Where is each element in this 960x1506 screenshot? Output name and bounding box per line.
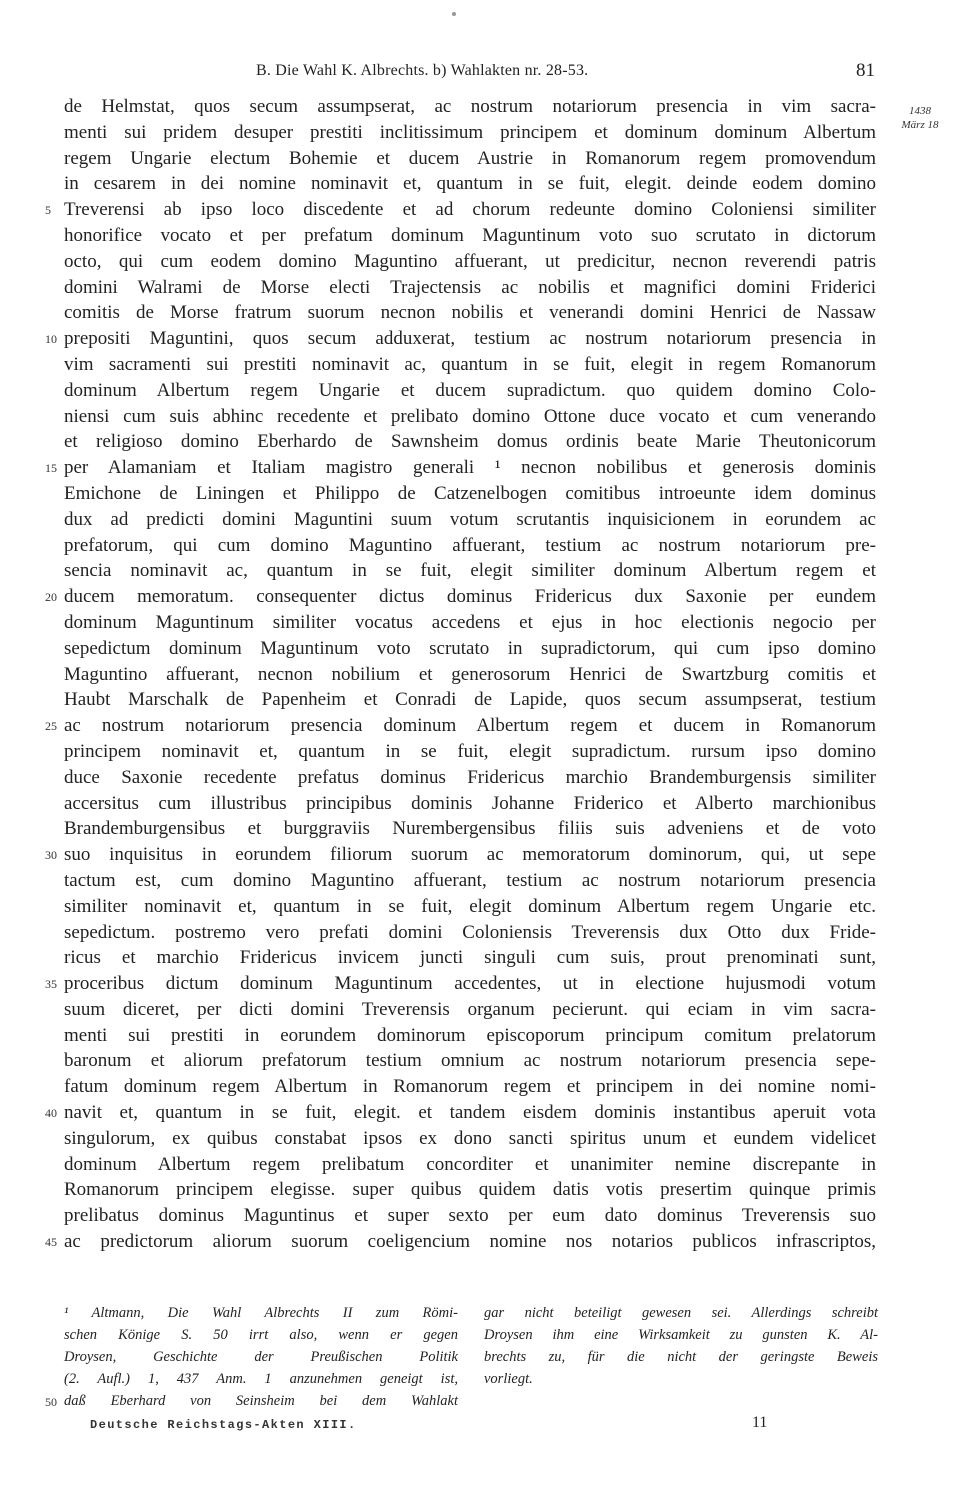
line-number: 45 xyxy=(45,1235,57,1250)
text-line xyxy=(64,481,876,507)
text-line xyxy=(45,971,876,997)
text-line xyxy=(45,1229,876,1255)
text-line xyxy=(64,791,876,817)
line-text: honorifice vocato et per prefatum dominum Maguntinum voto suo scrutato in dictorum xyxy=(64,224,876,246)
line-text: ducem memoratum. consequenter dictus dominus Fridericus dux Saxonie per eundem xyxy=(64,586,876,608)
line-number: 30 xyxy=(45,848,57,863)
line-text: suo inquisitus in eorundem filiorum suorum ac memoratorum dominorum, qui, ut sepe xyxy=(64,844,876,866)
line-text: domini Walrami de Morse electi Trajectensis ac nobilis et magnifici domini Friderici xyxy=(64,276,876,298)
line-text: per Alamaniam et Italiam magistro generali ¹ necnon nobilibus et generosis dominis xyxy=(64,457,876,479)
line-text: prepositi Maguntini, quos secum adduxerat, testium ac nostrum notariorum presencia in xyxy=(64,328,876,350)
footnote-text: (2. Aufl.) 1, 437 Anm. 1 anzunehmen geneigt ist, xyxy=(64,1371,458,1387)
text-line xyxy=(64,533,876,559)
main-text xyxy=(45,94,876,1255)
line-text: vim sacramenti sui prestiti nominavit ac, quantum in se fuit, elegit in regem Romanorum xyxy=(64,353,876,375)
text-line xyxy=(45,842,876,868)
footnote-line xyxy=(484,1302,878,1324)
text-line xyxy=(64,662,876,688)
text-line xyxy=(64,1177,876,1203)
text-line xyxy=(64,1048,876,1074)
text-line xyxy=(64,610,876,636)
text-line xyxy=(64,146,876,172)
line-text: ac predictorum aliorum suorum coeligencium nomine nos notarios publicos infrascriptos, xyxy=(64,1231,876,1253)
line-text: dominum Albertum regem Ungarie et ducem supradictum. quo quidem domino Colo- xyxy=(64,379,876,401)
text-line xyxy=(64,1023,876,1049)
line-text: Romanorum principem elegisse. super quibus quidem datis votis presertim quinque primis xyxy=(64,1179,876,1201)
text-line xyxy=(64,687,876,713)
line-number: 10 xyxy=(45,332,57,347)
line-text: navit et, quantum in se fuit, elegit. et tandem eisdem dominis instantibus aperuit vota xyxy=(64,1102,876,1124)
line-number: 15 xyxy=(45,461,57,476)
line-text: in cesarem in dei nomine nominavit et, quantum in se fuit, elegit. deinde eodem domino xyxy=(64,173,876,195)
text-line xyxy=(64,868,876,894)
footnote-text: schen Könige S. 50 irrt also, wenn er gegen xyxy=(64,1327,458,1343)
text-line xyxy=(64,997,876,1023)
text-line xyxy=(64,171,876,197)
line-text: et religioso domino Eberhardo de Sawnsheim domus ordinis beate Marie Theutonicorum xyxy=(64,431,876,453)
text-line xyxy=(64,404,876,430)
line-text: ricus et marchio Fridericus invicem juncti singuli cum suis, prout prenominati sunt, xyxy=(64,947,876,969)
line-text: niensi cum suis abhinc recedente et prelibato domino Ottone duce vocato et cum venerando xyxy=(64,405,876,427)
page-number: 81 xyxy=(856,60,875,81)
text-line xyxy=(64,1152,876,1178)
line-number: 20 xyxy=(45,590,57,605)
text-line xyxy=(64,352,876,378)
line-text: suum diceret, per dicti domini Treverensis organum pecierunt. qui eciam in vim sacra- xyxy=(64,998,876,1020)
footnote-line xyxy=(484,1368,878,1390)
footnote-text: vorliegt. xyxy=(484,1371,533,1387)
footnote-text: Droysen, Geschichte der Preußischen Politik xyxy=(64,1349,458,1365)
line-text: proceribus dictum dominum Maguntinum accedentes, ut in electione hujusmodi votum xyxy=(64,973,876,995)
line-text: sepedictum. postremo vero prefati domini Coloniensis Treverensis dux Otto dux Fride- xyxy=(64,921,876,943)
line-text: sepedictum dominum Maguntinum voto scrutato in supradictorum, qui cum ipso domino xyxy=(64,637,876,659)
line-text: dominum Albertum regem prelibatum concorditer et unanimiter nemine discrepante in xyxy=(64,1153,876,1175)
text-line xyxy=(64,223,876,249)
footnote-line xyxy=(64,1346,458,1368)
footnote-text: brechts zu, für die nicht der geringste Beweis xyxy=(484,1349,878,1365)
line-number: 25 xyxy=(45,719,57,734)
text-line xyxy=(64,1074,876,1100)
line-text: fatum dominum regem Albertum in Romanorum regem et principem in dei nomine nomi- xyxy=(64,1076,876,1098)
text-line xyxy=(64,816,876,842)
line-text: dominum Maguntinum similiter vocatus accedens et ejus in hoc electionis negocio per xyxy=(64,611,876,633)
line-text: accersitus cum illustribus principibus dominis Johanne Friderico et Alberto marchionibus xyxy=(64,792,876,814)
line-text: prelibatus dominus Maguntinus et super sexto per eum dato dominus Treverensis suo xyxy=(64,1205,876,1227)
line-text: duce Saxonie recedente prefatus dominus Fridericus marchio Brandemburgensis similiter xyxy=(64,766,876,788)
line-text: menti sui prestiti in eorundem dominorum episcoporum principum comitum prelatorum xyxy=(64,1024,876,1046)
text-line xyxy=(64,739,876,765)
line-text: similiter nominavit et, quantum in se fuit, elegit dominum Albertum regem Ungarie etc. xyxy=(64,895,876,917)
line-text: Maguntino affuerant, necnon nobilium et generosorum Henrici de Swartzburg comitis et xyxy=(64,663,876,685)
running-head: B. Die Wahl K. Albrechts. b) Wahlakten nr. 28-53. xyxy=(256,62,589,79)
text-line xyxy=(64,1126,876,1152)
line-text: Brandemburgensibus et burggraviis Nurembergensibus filiis suis adveniens et de voto xyxy=(64,818,876,840)
text-line xyxy=(64,558,876,584)
printer-signature: Deutsche Reichstags-Akten XIII. xyxy=(90,1418,357,1432)
line-number: 40 xyxy=(45,1106,57,1121)
line-text: baronum et aliorum prefatorum testium omnium ac nostrum notariorum presencia sepe- xyxy=(64,1050,876,1072)
text-line xyxy=(45,584,876,610)
text-line xyxy=(64,94,876,120)
text-line xyxy=(64,894,876,920)
text-line xyxy=(45,197,876,223)
line-number: 50 xyxy=(45,1395,57,1409)
footnote-column-right xyxy=(484,1302,878,1390)
text-line xyxy=(64,507,876,533)
paper-speck xyxy=(452,12,456,16)
text-line xyxy=(64,765,876,791)
line-text: regem Ungarie electum Bohemie et ducem Austrie in Romanorum regem promovendum xyxy=(64,147,876,169)
margin-year: 1438 xyxy=(909,105,931,117)
footnote-line xyxy=(64,1302,458,1324)
line-text: menti sui pridem desuper prestiti inclitissimum principem et dominum dominum Albertum xyxy=(64,121,876,143)
line-text: de Helmstat, quos secum assumpserat, ac nostrum notariorum presencia in vim sacra- xyxy=(64,96,876,117)
line-number: 5 xyxy=(45,203,51,218)
text-line xyxy=(45,713,876,739)
text-line xyxy=(64,636,876,662)
text-line xyxy=(64,945,876,971)
text-line xyxy=(64,275,876,301)
text-line xyxy=(64,300,876,326)
footnote-line xyxy=(45,1390,458,1412)
footnote-line xyxy=(484,1324,878,1346)
text-line xyxy=(64,1203,876,1229)
text-line xyxy=(45,326,876,352)
text-line xyxy=(64,378,876,404)
footnote-text: Droysen ihm eine Wirksamkeit zu gunsten K. Al- xyxy=(484,1327,878,1343)
line-text: octo, qui cum eodem domino Maguntino affuerant, ut predicitur, necnon reverendi patris xyxy=(64,250,876,272)
footnote-line xyxy=(484,1346,878,1368)
footnote-line xyxy=(64,1368,458,1390)
margin-day: März 18 xyxy=(901,119,939,131)
text-line xyxy=(64,429,876,455)
text-line xyxy=(64,920,876,946)
footnote-text: gar nicht beteiligt gewesen sei. Allerdings schreibt xyxy=(484,1305,878,1321)
line-text: ac nostrum notariorum presencia dominum Albertum regem et ducem in Romanorum xyxy=(64,715,876,737)
line-number: 35 xyxy=(45,977,57,992)
text-line xyxy=(64,249,876,275)
line-text: singulorum, ex quibus constabat ipsos ex dono sancti spiritus unum et eundem videlicet xyxy=(64,1127,876,1149)
text-line xyxy=(45,1100,876,1126)
sheet-number: 11 xyxy=(752,1414,768,1431)
footnote-line xyxy=(64,1324,458,1346)
line-text: Haubt Marschalk de Papenheim et Conradi de Lapide, quos secum assumpserat, testium xyxy=(64,689,876,711)
line-text: tactum est, cum domino Maguntino affuerant, testium ac nostrum notariorum presencia xyxy=(64,869,876,891)
line-text: principem nominavit et, quantum in se fuit, elegit supradictum. rursum ipso domino xyxy=(64,740,876,762)
line-text: sencia nominavit ac, quantum in se fuit, elegit similiter dominum Albertum regem et xyxy=(64,560,876,582)
margin-date-note xyxy=(890,104,950,132)
footnote-column-left xyxy=(45,1302,458,1412)
line-text: dux ad predicti domini Maguntini suum votum scrutantis inquisicionem in eorundem ac xyxy=(64,508,876,530)
footnote-text: daß Eberhard von Seinsheim bei dem Wahlakt xyxy=(64,1393,458,1409)
line-text: comitis de Morse fratrum suorum necnon nobilis et venerandi domini Henrici de Nassaw xyxy=(64,302,876,324)
line-text: prefatorum, qui cum domino Maguntino affuerant, testium ac nostrum notariorum pre- xyxy=(64,534,876,556)
line-text: Treverensi ab ipso loco discedente et ad chorum redeunte domino Coloniensi similiter xyxy=(64,199,876,221)
footnote-text: ¹ Altmann, Die Wahl Albrechts II zum Römi- xyxy=(64,1305,458,1321)
text-line xyxy=(64,120,876,146)
line-text: Emichone de Liningen et Philippo de Catzenelbogen comitibus introeunte idem dominus xyxy=(64,482,876,504)
text-line xyxy=(45,455,876,481)
